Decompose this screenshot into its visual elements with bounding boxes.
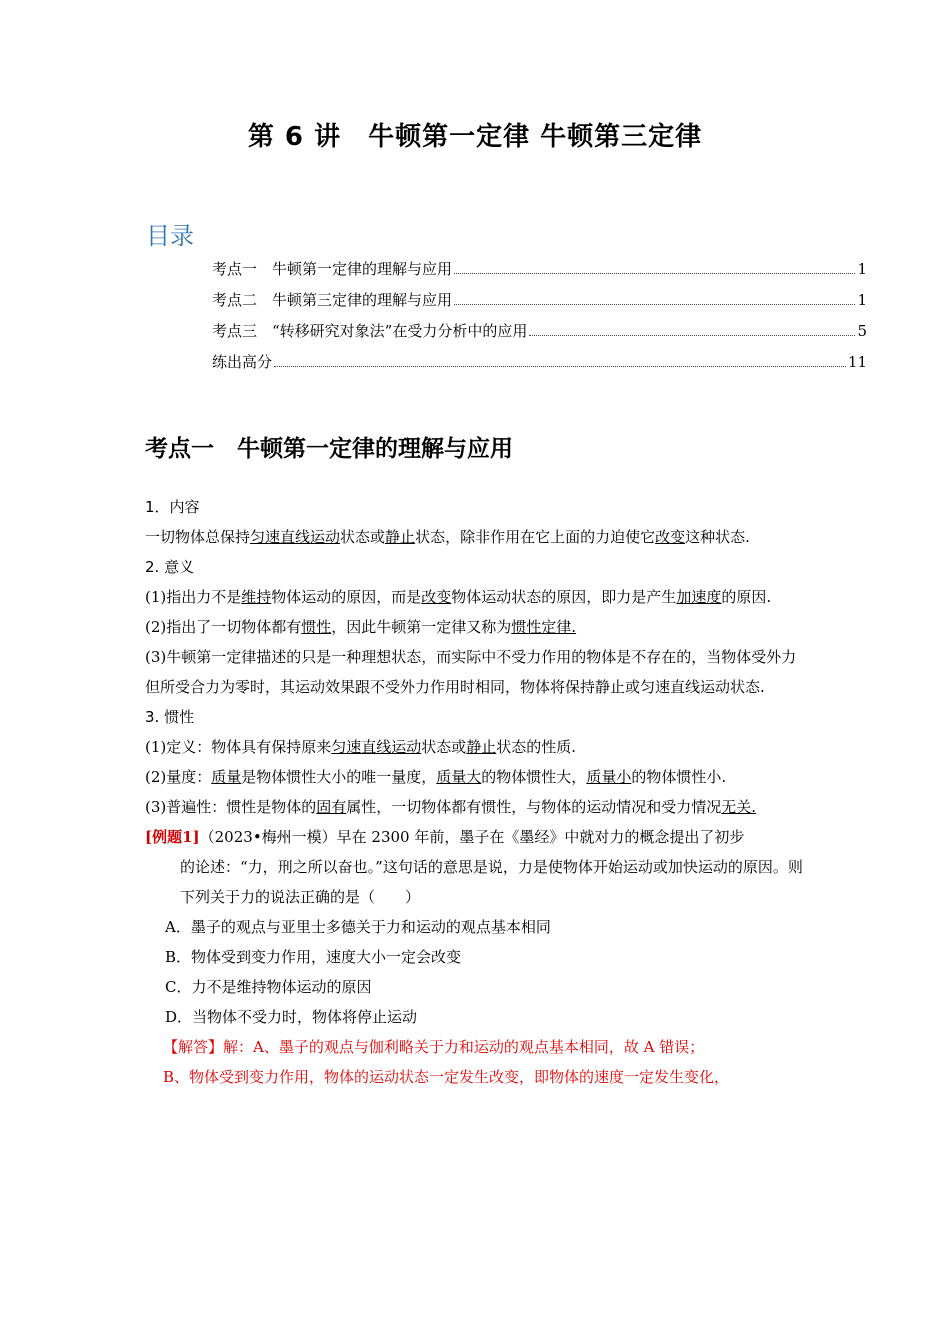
option-c: C．力不是维持物体运动的原因	[165, 978, 372, 996]
page-title: 第 6 讲 牛顿第一定律 牛顿第三定律	[247, 122, 703, 152]
toc-leader	[454, 273, 855, 274]
text: (2)量度：	[145, 768, 212, 786]
toc-item[interactable]	[212, 320, 867, 351]
text: 这种状态.	[685, 528, 750, 546]
text: (1)定义：物体具有保持原来	[145, 738, 332, 756]
paragraph	[145, 762, 810, 792]
text: 状态或	[421, 738, 467, 756]
text: (2)指出了一切物体都有	[145, 618, 302, 636]
option-d: D．当物体不受力时，物体将停止运动	[165, 1008, 418, 1026]
toc-leader	[529, 335, 855, 336]
paragraph	[145, 792, 810, 822]
option-a: A．墨子的观点与亚里士多德关于力和运动的观点基本相同	[165, 918, 551, 936]
underlined-term: 匀速直线运动	[250, 528, 341, 546]
text: 是物体惯性大小的唯一量度，	[241, 768, 437, 786]
subsection-title: 3. 惯性	[145, 708, 195, 726]
underlined-term: 质量小	[586, 768, 632, 786]
subsection-title: 2. 意义	[145, 558, 195, 576]
text: 状态的性质.	[496, 738, 577, 756]
text: (1)指出力不是	[145, 588, 242, 606]
answer-text: B、物体受到变力作用，物体的运动状态一定发生改变，即物体的速度一定发生变化，	[163, 1068, 730, 1086]
paragraph: (3)牛顿第一定律描述的只是一种理想状态，而实际中不受力作用的物体是不存在的，当物体受外力但所受合力为零时，其运动效果跟不受外力作用时相同，物体将保持静止或匀速直线运动状态.	[145, 648, 797, 696]
example-text-cont: 的论述：“力，刑之所以奋也。”这句话的意思是说，力是使物体开始运动或加快运动的原因。则下列关于力的说法正确的是（ ）	[180, 858, 803, 906]
example-label: [例题1]	[145, 828, 200, 846]
table-of-contents	[212, 258, 867, 382]
toc-item-label: 考点三 “转移研究对象法”在受力分析中的应用	[212, 322, 528, 340]
toc-item-page: 11	[847, 353, 867, 371]
toc-item-label: 考点一 牛顿第一定律的理解与应用	[212, 260, 453, 278]
toc-item[interactable]	[212, 258, 867, 289]
text: 的原因.	[721, 588, 772, 606]
toc-heading: 目录	[146, 222, 194, 250]
underlined-term: 加速度	[676, 588, 722, 606]
underlined-term: 无关.	[721, 798, 757, 816]
subsection-title: 1．内容	[145, 498, 200, 516]
underlined-term: 静止	[466, 738, 497, 756]
underlined-term: 质量	[211, 768, 242, 786]
toc-item[interactable]	[212, 351, 867, 382]
toc-item-page: 1	[857, 260, 867, 278]
underlined-term: 质量大	[436, 768, 482, 786]
underlined-term: 惯性	[301, 618, 332, 636]
underlined-term: 固有	[316, 798, 347, 816]
paragraph	[145, 582, 810, 612]
paragraph	[145, 522, 810, 552]
text: 状态或	[340, 528, 386, 546]
toc-item-label: 考点二 牛顿第三定律的理解与应用	[212, 291, 453, 309]
text: 属性，一切物体都有惯性，与物体的运动情况和受力情况	[346, 798, 722, 816]
text: 的物体惯性小.	[631, 768, 727, 786]
text: 状态，除非作用在它上面的力迫使它	[415, 528, 656, 546]
example-text: （2023•梅州一模）早在 2300 年前，墨子在《墨经》中就对力的概念提出了初步	[199, 828, 745, 846]
section-heading: 考点一 牛顿第一定律的理解与应用	[145, 436, 513, 462]
text: 物体运动状态的原因，即力是产生	[451, 588, 677, 606]
underlined-term: 维持	[241, 588, 272, 606]
section-body	[145, 492, 810, 1092]
underlined-term: 静止	[385, 528, 416, 546]
text: 一切物体总保持	[145, 528, 251, 546]
toc-item-page: 1	[857, 291, 867, 309]
underlined-term: 改变	[421, 588, 452, 606]
paragraph	[145, 612, 810, 642]
underlined-term: 改变	[655, 528, 686, 546]
paragraph	[145, 732, 810, 762]
toc-item-label: 练出高分	[212, 353, 273, 371]
answer-text: 【解答】解：A、墨子的观点与伽利略关于力和运动的观点基本相同，故 A 错误；	[163, 1038, 705, 1056]
option-b: B．物体受到变力作用，速度大小一定会改变	[165, 948, 462, 966]
text: 的物体惯性大，	[481, 768, 587, 786]
example-question	[145, 822, 810, 852]
underlined-term: 惯性定律.	[511, 618, 577, 636]
text: ，因此牛顿第一定律又称为	[331, 618, 512, 636]
toc-item-page: 5	[857, 322, 867, 340]
toc-leader	[454, 304, 855, 305]
text: 物体运动的原因，而是	[271, 588, 422, 606]
toc-item[interactable]	[212, 289, 867, 320]
toc-leader	[274, 366, 846, 367]
text: (3)普遍性：惯性是物体的	[145, 798, 317, 816]
underlined-term: 匀速直线运动	[331, 738, 422, 756]
